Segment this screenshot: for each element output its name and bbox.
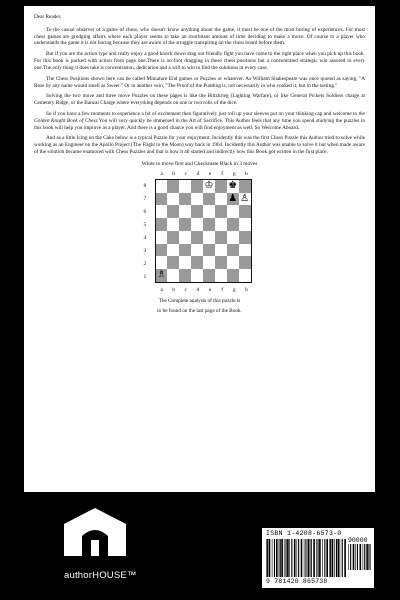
file-label: a <box>160 286 163 293</box>
white-bishop-icon: ♗ <box>156 269 166 281</box>
paragraph-5-start: So if you have a few moments to experience a bit of excitement then figuratively just roll up your sleeves put on your thinking cap and welcome to <box>46 110 359 117</box>
board-square-g3 <box>227 244 239 257</box>
board-square-f2 <box>215 256 227 269</box>
board-square-f8 <box>215 180 227 193</box>
puzzle-caption: White to move first and Checkmate Black in 3 moves <box>141 160 258 167</box>
board-square-b1 <box>167 269 179 282</box>
board-square-c8 <box>179 180 191 193</box>
rank-label: 3 <box>143 248 147 255</box>
chess-diagram <box>141 171 259 295</box>
board-square-b6 <box>167 205 179 218</box>
board-square-h1 <box>239 269 251 282</box>
board-square-e4 <box>203 231 215 244</box>
board-square-b7 <box>167 193 179 206</box>
chess-board <box>155 179 252 283</box>
file-label: d <box>196 170 200 177</box>
analysis-note-2: to be found on the last page of the Book. <box>157 307 242 314</box>
board-square-e5 <box>203 218 215 231</box>
board-square-a6 <box>156 205 168 218</box>
paragraph-1: To the casual observer of a game of chess, who doesn't know anything about the game, it must be one of the most boring of experiences. For most chess games are grudging affairs where each player seems to take an exorbitant amount of time deciding to make a move. Of course to a player who understands the game it is not boring because they are aware of the struggle transpiring on the chess board before them. <box>34 26 365 47</box>
isbn-barcode <box>262 528 374 588</box>
board-square-b8 <box>167 180 179 193</box>
board-square-c5 <box>179 218 191 231</box>
file-label: b <box>172 286 176 293</box>
board-square-f1 <box>215 269 227 282</box>
board-square-c7 <box>179 193 191 206</box>
board-square-c6 <box>179 205 191 218</box>
authorhouse-logo-icon <box>58 504 132 560</box>
board-square-d6 <box>191 205 203 218</box>
board-square-e6 <box>203 205 215 218</box>
board-square-h2 <box>239 256 251 269</box>
rank-label: 2 <box>143 261 147 268</box>
board-square-e1 <box>203 269 215 282</box>
board-square-f3 <box>215 244 227 257</box>
board-square-b5 <box>167 218 179 231</box>
board-square-h7 <box>239 193 251 206</box>
board-square-c4 <box>179 231 191 244</box>
board-square-h3 <box>239 244 251 257</box>
file-labels-top <box>156 171 253 177</box>
rank-label: 5 <box>143 222 147 229</box>
file-label: g <box>232 286 236 293</box>
isbn-number: 9 781420 865738 <box>266 578 328 585</box>
board-square-f7 <box>215 193 227 206</box>
board-square-c1 <box>179 269 191 282</box>
paragraph-5 <box>34 111 365 131</box>
board-square-b3 <box>167 244 179 257</box>
back-cover-letter <box>24 6 375 492</box>
file-label: e <box>208 286 212 293</box>
black-king-icon: ♚ <box>228 180 238 192</box>
board-square-g7 <box>227 193 239 206</box>
board-square-h5 <box>239 218 251 231</box>
board-square-h6 <box>239 205 251 218</box>
board-square-g4 <box>227 231 239 244</box>
board-square-f6 <box>215 205 227 218</box>
board-square-h8 <box>239 180 251 193</box>
board-square-a5 <box>156 218 168 231</box>
board-square-d7 <box>191 193 203 206</box>
file-label: g <box>232 170 236 177</box>
board-square-f4 <box>215 231 227 244</box>
board-square-c3 <box>179 244 191 257</box>
rank-label: 1 <box>143 274 147 281</box>
book-title: the Golden Knight Book of Chess. <box>34 110 365 124</box>
black-pawn-icon: ♟ <box>228 192 238 204</box>
board-square-e7 <box>203 193 215 206</box>
file-label: b <box>172 170 176 177</box>
board-square-a2 <box>156 256 168 269</box>
paragraph-4: Solving the two move and three move Puzzles on these pages is like the Blitzkrieg (Lighting Warfare), or like General Pickets Soldiers charge at Cemetery Ridge, or the Banzai Charge where everything depends on one or two rolls of the dice. <box>34 93 365 107</box>
board-square-a7 <box>156 193 168 206</box>
paragraph-6: And as a little Icing on the Cake below is a typical Puzzle for your enjoyment. Incidently this was the first Chess Puzzle this Author tried to solve while working as an Engineer on the Apollo Project (The Flight to the Moon) way back in 1964. Incidently this Author was unable to solve it but when made aware of the solution became enamored with Chess Puzzles and that is how it all started and indirectly how this Book got written in the first place. <box>34 135 365 155</box>
board-square-g8 <box>227 180 239 193</box>
file-label: a <box>160 170 163 177</box>
file-label: f <box>221 286 224 293</box>
publisher-name: authorHOUSE™ <box>64 570 137 581</box>
rank-label: 8 <box>143 183 147 190</box>
ean-barcode-icon <box>266 539 346 577</box>
board-square-h4 <box>239 231 251 244</box>
board-square-d2 <box>191 256 203 269</box>
board-square-e2 <box>203 256 215 269</box>
greeting: Dear Reader, <box>34 14 62 20</box>
board-square-a4 <box>156 231 168 244</box>
price-code: 90000 <box>348 537 368 544</box>
paragraph-2: But if you are the action type and really enjoy a good knock down drag out friendly fight you have come to the right place when you pick up this book. For this book is packed with action from page one.There is no foot dragging in these chess positions but a concentrated strategic win assured in every one.The only thing it does take is concentration, dedication and a will to win to find the solutions in every case. <box>34 51 365 71</box>
rank-labels <box>144 180 147 284</box>
board-square-c2 <box>179 256 191 269</box>
board-square-a3 <box>156 244 168 257</box>
file-label: c <box>184 286 188 293</box>
board-square-a1 <box>156 269 168 282</box>
board-square-d3 <box>191 244 203 257</box>
file-label: h <box>245 286 248 293</box>
board-square-a8 <box>156 180 168 193</box>
rank-label: 7 <box>143 196 147 203</box>
file-label: e <box>208 170 212 177</box>
rank-label: 6 <box>143 209 147 216</box>
board-square-d4 <box>191 231 203 244</box>
white-king-icon: ♔ <box>204 180 214 192</box>
analysis-note-1: The Complete analysis of this puzzle is <box>158 297 241 304</box>
file-label: f <box>221 170 224 177</box>
price-barcode-icon <box>348 544 372 570</box>
board-square-d5 <box>191 218 203 231</box>
board-square-e8 <box>203 180 215 193</box>
board-square-e3 <box>203 244 215 257</box>
file-labels-bottom <box>156 287 253 293</box>
board-square-b4 <box>167 231 179 244</box>
board-square-g5 <box>227 218 239 231</box>
isbn-label: ISBN 1-4208-6573-0 <box>266 530 342 537</box>
white-pawn-icon: ♙ <box>240 192 250 204</box>
file-label: h <box>245 170 248 177</box>
rank-label: 4 <box>143 235 147 242</box>
board-square-d1 <box>191 269 203 282</box>
board-square-b2 <box>167 256 179 269</box>
paragraph-3: The Chess Positions shown here can be called Miniature End games or Puzzles or whatever. As William Shakespeare was once quoted as saying, "A Rose by any name would smell as Sweet." Or in another vein, "The Proof of the Pudding is, not necessarily in who cooked it, but in the tasting." <box>34 75 365 89</box>
board-square-d8 <box>191 180 203 193</box>
file-label: c <box>184 170 188 177</box>
file-label: d <box>196 286 200 293</box>
board-square-g1 <box>227 269 239 282</box>
board-square-f5 <box>215 218 227 231</box>
paragraph-5-end: You will very quickly be immersed in the Art of Sacrifice. This Author feels that any time you spend studying the puzzles in this book will help you improve as a player. And there is a good chance you will find enjoyment as well. So Welcome Aboard. <box>34 117 365 131</box>
board-square-g6 <box>227 205 239 218</box>
board-square-g2 <box>227 256 239 269</box>
